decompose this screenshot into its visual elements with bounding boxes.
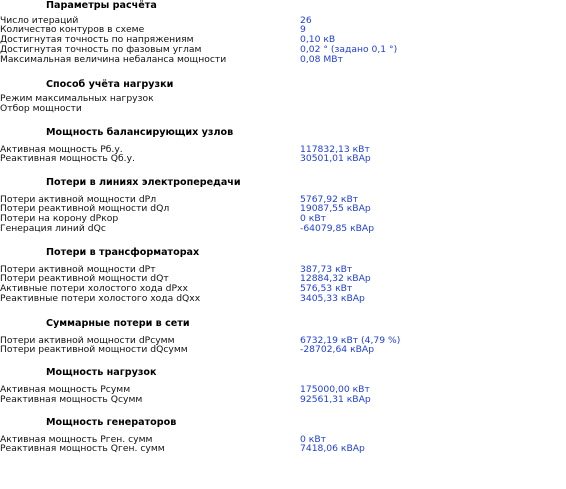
row-value: 92561,31 кВАр <box>300 394 371 405</box>
row-label: Потери реактивной мощности dQт <box>0 273 169 284</box>
row-label: Потери активной мощности dPл <box>0 194 157 205</box>
row-label: Потери на корону dPкор <box>0 213 119 224</box>
report-row <box>0 55 566 65</box>
row-value: 6732,19 кВт (4,79 %) <box>300 335 401 346</box>
row-value: 387,73 кВт <box>300 264 353 275</box>
report-row <box>0 104 566 114</box>
row-value: 0 кВт <box>300 213 326 224</box>
row-label: Реактивная мощность Qген. сумм <box>0 443 165 454</box>
row-value: 19087,55 кВАр <box>300 203 371 214</box>
row-value: 30501,01 кВАр <box>300 153 371 164</box>
report-row <box>0 94 566 104</box>
report-row <box>0 294 566 304</box>
section-heading: Параметры расчёта <box>46 0 157 11</box>
row-label: Активные потери холостого хода dPхх <box>0 283 188 294</box>
row-label: Потери активной мощности dPт <box>0 264 156 275</box>
row-value: 7418,06 кВАр <box>300 443 365 454</box>
section-heading: Потери в трансформаторах <box>46 247 200 258</box>
row-value: 0,02 ° (задано 0,1 °) <box>300 44 398 55</box>
row-value: -64079,85 кВАр <box>300 223 375 234</box>
row-label: Активная мощность Рген. сумм <box>0 434 153 445</box>
row-value: 5767,92 кВт <box>300 194 359 205</box>
row-value: 0 кВт <box>300 434 326 445</box>
row-value: 12884,32 кВАр <box>300 273 371 284</box>
report-row <box>0 154 566 164</box>
row-value: 3405,33 кВАр <box>300 293 365 304</box>
row-value: 117832,13 кВт <box>300 144 370 155</box>
row-label: Потери реактивной мощности dQсумм <box>0 344 188 355</box>
row-label: Активная мощность Рб.у. <box>0 144 123 155</box>
section-heading: Способ учёта нагрузки <box>46 79 174 90</box>
row-label: Генерация линий dQс <box>0 223 106 234</box>
section-heading: Потери в линиях электропередачи <box>46 177 241 188</box>
row-value: 175000,00 кВт <box>300 384 370 395</box>
row-value: 576,53 кВт <box>300 283 353 294</box>
row-label: Реактивная мощность Qб.у. <box>0 153 135 164</box>
report-row <box>0 345 566 355</box>
row-value: 9 <box>300 24 306 35</box>
section-heading: Суммарные потери в сети <box>46 318 190 329</box>
report-row <box>0 395 566 405</box>
row-label: Достигнутая точность по напряжениям <box>0 34 194 45</box>
row-label: Количество контуров в схеме <box>0 24 145 35</box>
section-heading: Мощность балансирующих узлов <box>46 127 234 138</box>
report-row <box>0 224 566 234</box>
row-value: 0,10 кВ <box>300 34 336 45</box>
section-heading: Мощность нагрузок <box>46 367 157 378</box>
row-label: Максимальная величина небаланса мощности <box>0 54 227 65</box>
row-label: Потери активной мощности dPсумм <box>0 335 175 346</box>
row-label: Реактивная мощность Qсумм <box>0 394 143 405</box>
report-row <box>0 444 566 454</box>
row-label: Отбор мощности <box>0 103 82 114</box>
row-label: Реактивные потери холостого хода dQхх <box>0 293 201 304</box>
row-label: Достигнутая точность по фазовым углам <box>0 44 202 55</box>
row-value: -28702,64 кВАр <box>300 344 375 355</box>
row-label: Число итераций <box>0 15 79 26</box>
row-label: Режим максимальных нагрузок <box>0 93 154 104</box>
row-value: 0,08 МВт <box>300 54 343 65</box>
section-heading: Мощность генераторов <box>46 417 177 428</box>
row-label: Потери реактивной мощности dQл <box>0 203 170 214</box>
row-label: Активная мощность Рсумм <box>0 384 131 395</box>
row-value: 26 <box>300 15 312 26</box>
